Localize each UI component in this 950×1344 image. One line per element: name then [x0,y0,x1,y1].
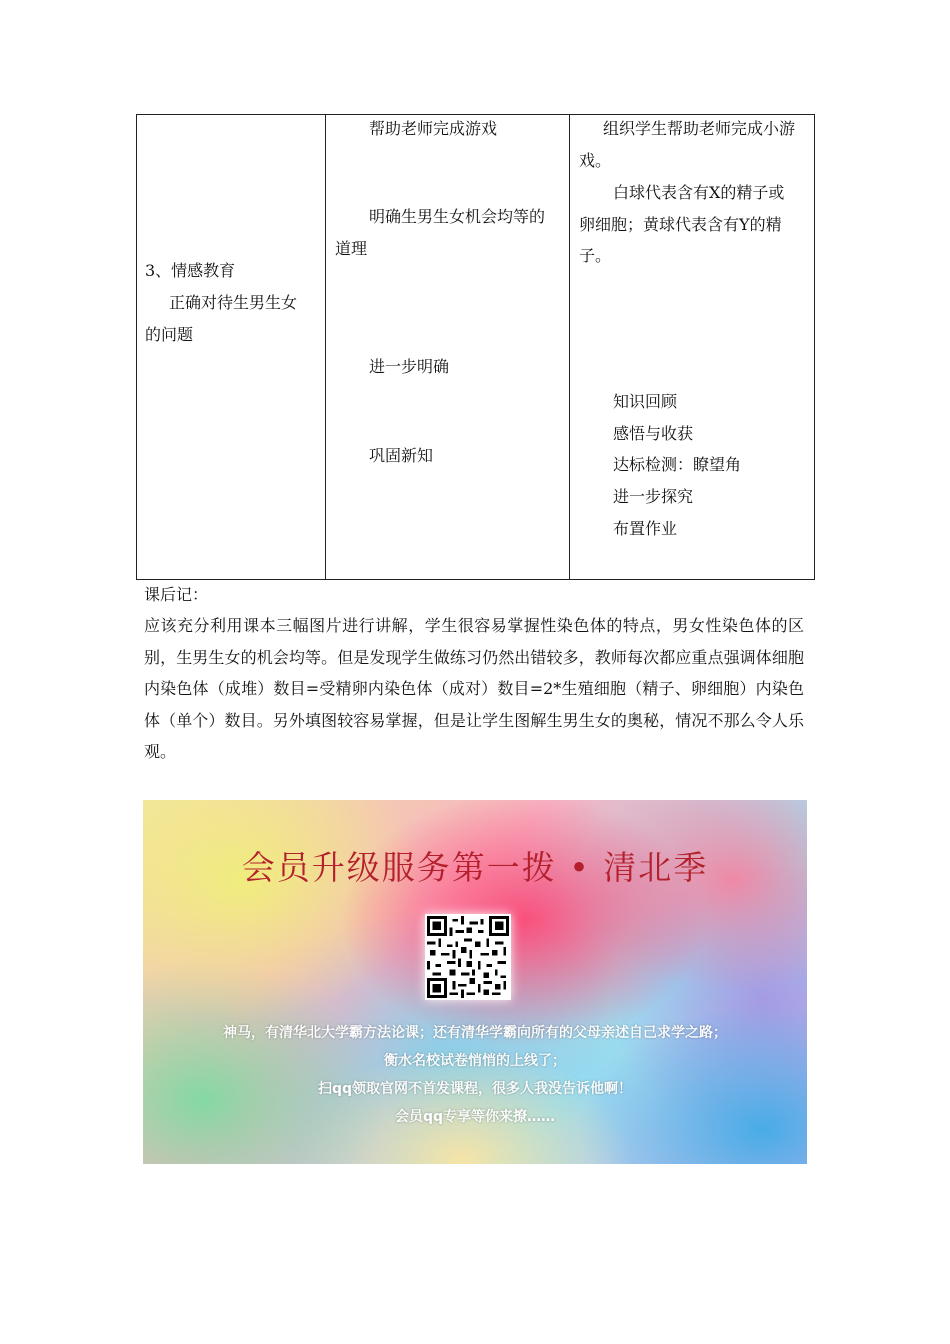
col2-item: 明确生男生女机会均等的 [369,207,546,226]
col2-item: 巩固新知 [369,446,434,465]
banner-line: 扫qq领取官网不首发课程，很多人我没告诉他啊！ [317,1081,633,1097]
col1-line: 的问题 [145,325,194,344]
col3-list-item: 知识回顾 [613,392,678,411]
col1-line: 正确对待生男生女 [169,293,298,312]
col3-list-item: 进一步探究 [613,487,694,506]
col2-item: 帮助老师完成游戏 [369,119,498,138]
after-class-text: 应该充分利用课本三幅图片进行讲解，学生很容易掌握性染色体的特点，男女性染色体的区别，生男生女的机会均等。但是发现学生做练习仍然出错较多，教师每次都应重点强调体细胞内染色体（成堆）数目=受精卵内染色体（成对）数目=2*生殖细胞（精子、卵细胞）内染色体（单个）数目。另外填图较容易掌握，但是让学生图解生男生女的奥秘，情况不那么令人乐观。 [144,616,804,761]
promo-banner [143,800,807,1164]
banner-line: 神马，有清华北大学霸方法论课；还有清华学霸向所有的父母亲述自己求学之路； [223,1025,727,1041]
col3-line: 戏。 [579,151,612,170]
column-divider [569,115,570,579]
col2-item: 道理 [335,239,368,258]
col3-list-item: 布置作业 [613,519,678,538]
banner-line: 会员qq专享等你来撩…… [394,1109,556,1125]
col3-list-item: 达标检测：瞭望角 [613,455,742,474]
col3-list-item: 感悟与收获 [613,424,694,443]
banner-line: 衡水名校试卷悄悄的上线了； [384,1053,566,1069]
col3-line: 卵细胞；黄球代表含有Y的精 [579,215,782,234]
column-divider [325,115,326,579]
qr-code-icon[interactable] [425,914,511,1000]
col3-line: 组织学生帮助老师完成小游 [603,119,796,138]
lesson-table [136,114,815,580]
banner-title: 会员升级服务第一拨 • 清北季 [241,848,709,887]
col3-line: 子。 [579,246,612,265]
after-class-label: 课后记： [144,585,209,604]
col1-heading: 3、情感教育 [145,261,236,280]
col2-item: 进一步明确 [369,357,450,376]
col3-line: 白球代表含有X的精子或 [613,183,785,202]
